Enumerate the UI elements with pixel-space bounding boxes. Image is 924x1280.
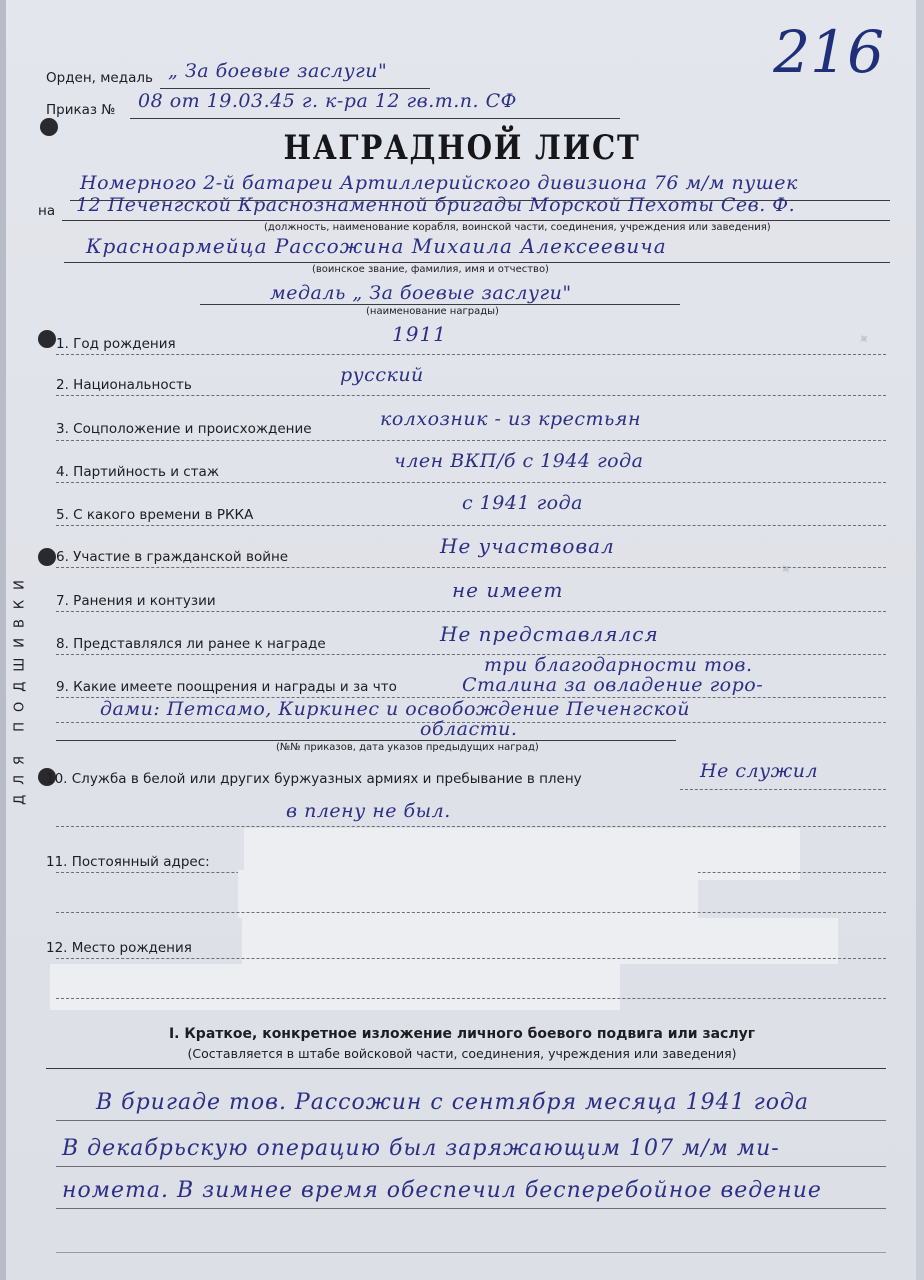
prikaz-value: 08 от 19.03.45 г. к-ра 12 гв.т.п. СФ: [138, 90, 517, 112]
field-3-label: 3. Соцположение и происхождение: [56, 421, 312, 437]
na-label: на: [38, 203, 56, 219]
field-4-rule: [56, 482, 886, 483]
redacted-address-2: [238, 870, 698, 918]
field-9-value-1: три благодарности тов.: [484, 654, 753, 676]
narrative-rule-1: [56, 1120, 886, 1121]
field-1-value: 1911: [392, 322, 447, 346]
narrative-line-1: В бригаде тов. Рассожин с сентября месяца 1941 года: [96, 1090, 810, 1115]
field-10-rule-2: [56, 826, 886, 827]
name-caption: (воинское звание, фамилия, имя и отчество): [312, 264, 549, 275]
prikaz-rule: [130, 118, 620, 119]
name-rule: [64, 262, 890, 263]
section-rule: [46, 1068, 886, 1069]
prikaz-label: Приказ №: [46, 102, 116, 118]
field-8-value: Не представлялся: [440, 622, 659, 646]
field-2-label: 2. Национальность: [56, 377, 192, 393]
punch-hole: [40, 118, 58, 136]
field-9-rule-3: [56, 740, 676, 741]
narrative-line-2: В декабрьскую операцию был заряжающим 107 м/м ми-: [62, 1136, 780, 1161]
field-12-rule-1: [56, 958, 886, 959]
award-name: медаль „ За боевые заслуги": [270, 282, 572, 304]
narrative-rule-3: [56, 1208, 886, 1209]
unit-line-2: 12 Печенгской Краснознаменной бригады Морской Пехоты Сев. Ф.: [76, 194, 796, 216]
unit-line-1: Номерного 2-й батареи Артиллерийского дивизиона 76 м/м пушек: [80, 172, 798, 194]
field-4-label: 4. Партийность и стаж: [56, 464, 219, 480]
page-edge-right: [916, 0, 924, 1280]
award-caption: (наименование награды): [366, 306, 499, 317]
field-9-value-2: Сталина за овладение горо-: [462, 674, 764, 696]
narrative-rule-2: [56, 1166, 886, 1167]
field-1-rule: [56, 354, 886, 355]
page-edge-left: [0, 0, 6, 1280]
field-2-value: русский: [340, 364, 424, 386]
order-medal-value: „ За боевые заслуги": [168, 60, 388, 82]
punch-hole: [38, 330, 56, 348]
redacted-birthplace-2: [50, 964, 620, 1010]
unit-rule-2: [62, 220, 890, 221]
document-title: НАГРАДНОЙ ЛИСТ: [283, 128, 641, 168]
field-11-label: 11. Постоянный адрес:: [46, 854, 210, 870]
field-2-rule: [56, 395, 886, 396]
field-9-label: 9. Какие имеете поощрения и награды и за что: [56, 679, 397, 695]
field-8-label: 8. Представлялся ли ранее к награде: [56, 636, 326, 652]
narrative-rule-4: [56, 1252, 886, 1253]
field-12-label: 12. Место рождения: [46, 940, 192, 956]
field-6-value: Не участвовал: [440, 534, 615, 558]
order-medal-label: Орден, медаль: [46, 70, 153, 86]
field-10-value-2: в плену не был.: [286, 800, 451, 822]
field-6-rule: [56, 567, 886, 568]
watermark-mark: ✦: [775, 558, 797, 580]
field-5-label: 5. С какого времени в РККА: [56, 507, 254, 523]
field-4-value: член ВКП/б с 1944 года: [394, 450, 644, 472]
narrative-line-3: номета. В зимнее время обеспечил бесперебойное ведение: [62, 1178, 822, 1203]
field-10-rule-1: [680, 789, 886, 790]
field-3-value: колхозник - из крестьян: [380, 408, 641, 430]
field-6-label: 6. Участие в гражданской войне: [56, 549, 289, 565]
recipient-name: Красноармейца Рассожина Михаила Алексеевича: [86, 234, 667, 258]
watermark-mark: ✦: [853, 328, 875, 350]
field-8-rule: [56, 654, 886, 655]
section-heading: I. Краткое, конкретное изложение личного боевого подвига или заслуг: [168, 1026, 756, 1042]
field-9-caption: (№№ приказов, дата указов предыдущих наград): [276, 742, 539, 753]
binding-side-label: ДЛЯ ПОДШИВКИ: [12, 570, 28, 805]
field-9-value-4: области.: [420, 718, 518, 740]
order-medal-rule: [160, 88, 430, 89]
field-7-label: 7. Ранения и контузии: [56, 593, 216, 609]
field-12-rule-2: [56, 998, 886, 999]
field-7-rule: [56, 611, 886, 612]
punch-hole: [38, 548, 56, 566]
field-7-value: не имеет: [452, 578, 564, 602]
archive-number: 216: [773, 18, 884, 86]
field-5-rule: [56, 525, 886, 526]
section-subheading: (Составляется в штабе войсковой части, соединения, учреждения или заведения): [187, 1046, 737, 1061]
field-1-label: 1. Год рождения: [56, 336, 176, 352]
unit-caption: (должность, наименование корабля, воинской части, соединения, учреждения или заведения): [264, 222, 771, 233]
field-10-value-1: Не служил: [700, 760, 819, 782]
field-11-rule-2: [56, 912, 886, 913]
award-rule: [200, 304, 680, 305]
field-3-rule: [56, 440, 886, 441]
field-10-label: 10. Служба в белой или других буржуазных армиях и пребывание в плену: [46, 771, 582, 787]
field-9-value-3: дами: Петсамо, Киркинес и освобождение Печенгской: [100, 698, 690, 720]
field-5-value: с 1941 года: [462, 492, 583, 514]
